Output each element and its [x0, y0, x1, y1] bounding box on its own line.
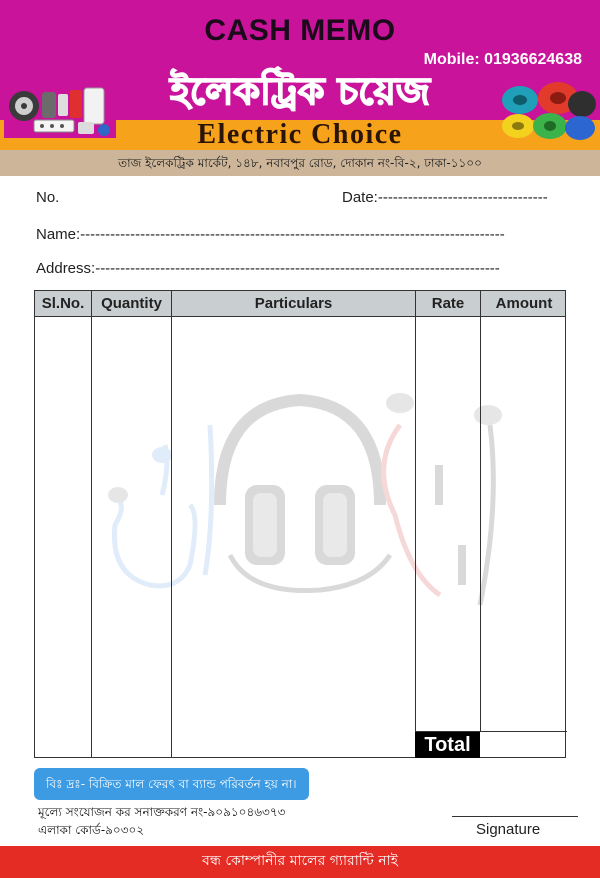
date-field[interactable]: Date:---------------------------------- [342, 189, 548, 206]
cable-rolls-illustration [500, 80, 596, 142]
return-policy-note: বিঃ দ্রঃ- বিক্রিত মাল ফেরৎ বা ব্যান্ড পরিবর্তন হয় না। [34, 768, 309, 800]
warranty-footer: বন্ধ কোম্পানীর মালের গ্যারান্টি নাই [0, 846, 600, 878]
vat-registration: মূল্যে সংযোজন কর সনাক্তকরণ নং-৯০৯১০৪৬৩৭৩ [38, 805, 286, 819]
customer-name-field[interactable]: Name:------------------------------------------------------------------------------------- [36, 226, 505, 243]
column-divider [480, 291, 481, 732]
col-header-particulars: Particulars [254, 295, 333, 312]
total-label: Total [415, 732, 480, 758]
memo-title: CASH MEMO [204, 14, 396, 47]
column-divider [415, 291, 416, 758]
column-divider [171, 291, 172, 758]
customer-address-field[interactable]: Address:--------------------------------------------------------------------------------- [36, 260, 500, 277]
signature-line [452, 816, 578, 817]
col-header-sl-no: Sl.No. [41, 295, 85, 312]
shop-address: তাজ ইলেকট্রিক মার্কেট, ১৪৮, নবাবপুর রোড, দোকান নং-বি-২, ঢাকা-১১০০ [0, 150, 600, 176]
items-table [34, 290, 566, 758]
col-header-quantity: Quantity [101, 295, 162, 312]
shop-name-english: Electric Choice [197, 119, 403, 150]
col-header-rate: Rate [431, 295, 465, 312]
mobile-number: Mobile: 01936624638 [423, 51, 582, 68]
col-header-amount: Amount [495, 295, 553, 312]
memo-number-field[interactable]: No. [36, 189, 60, 206]
area-code: এলাকা কোর্ড-৯০৩০২ [38, 823, 145, 837]
electrical-products-illustration [4, 84, 116, 138]
signature-label: Signature [476, 821, 541, 838]
shop-name-bengali: ইলেকট্রিক চয়েজ [170, 69, 430, 113]
column-divider [91, 291, 92, 758]
